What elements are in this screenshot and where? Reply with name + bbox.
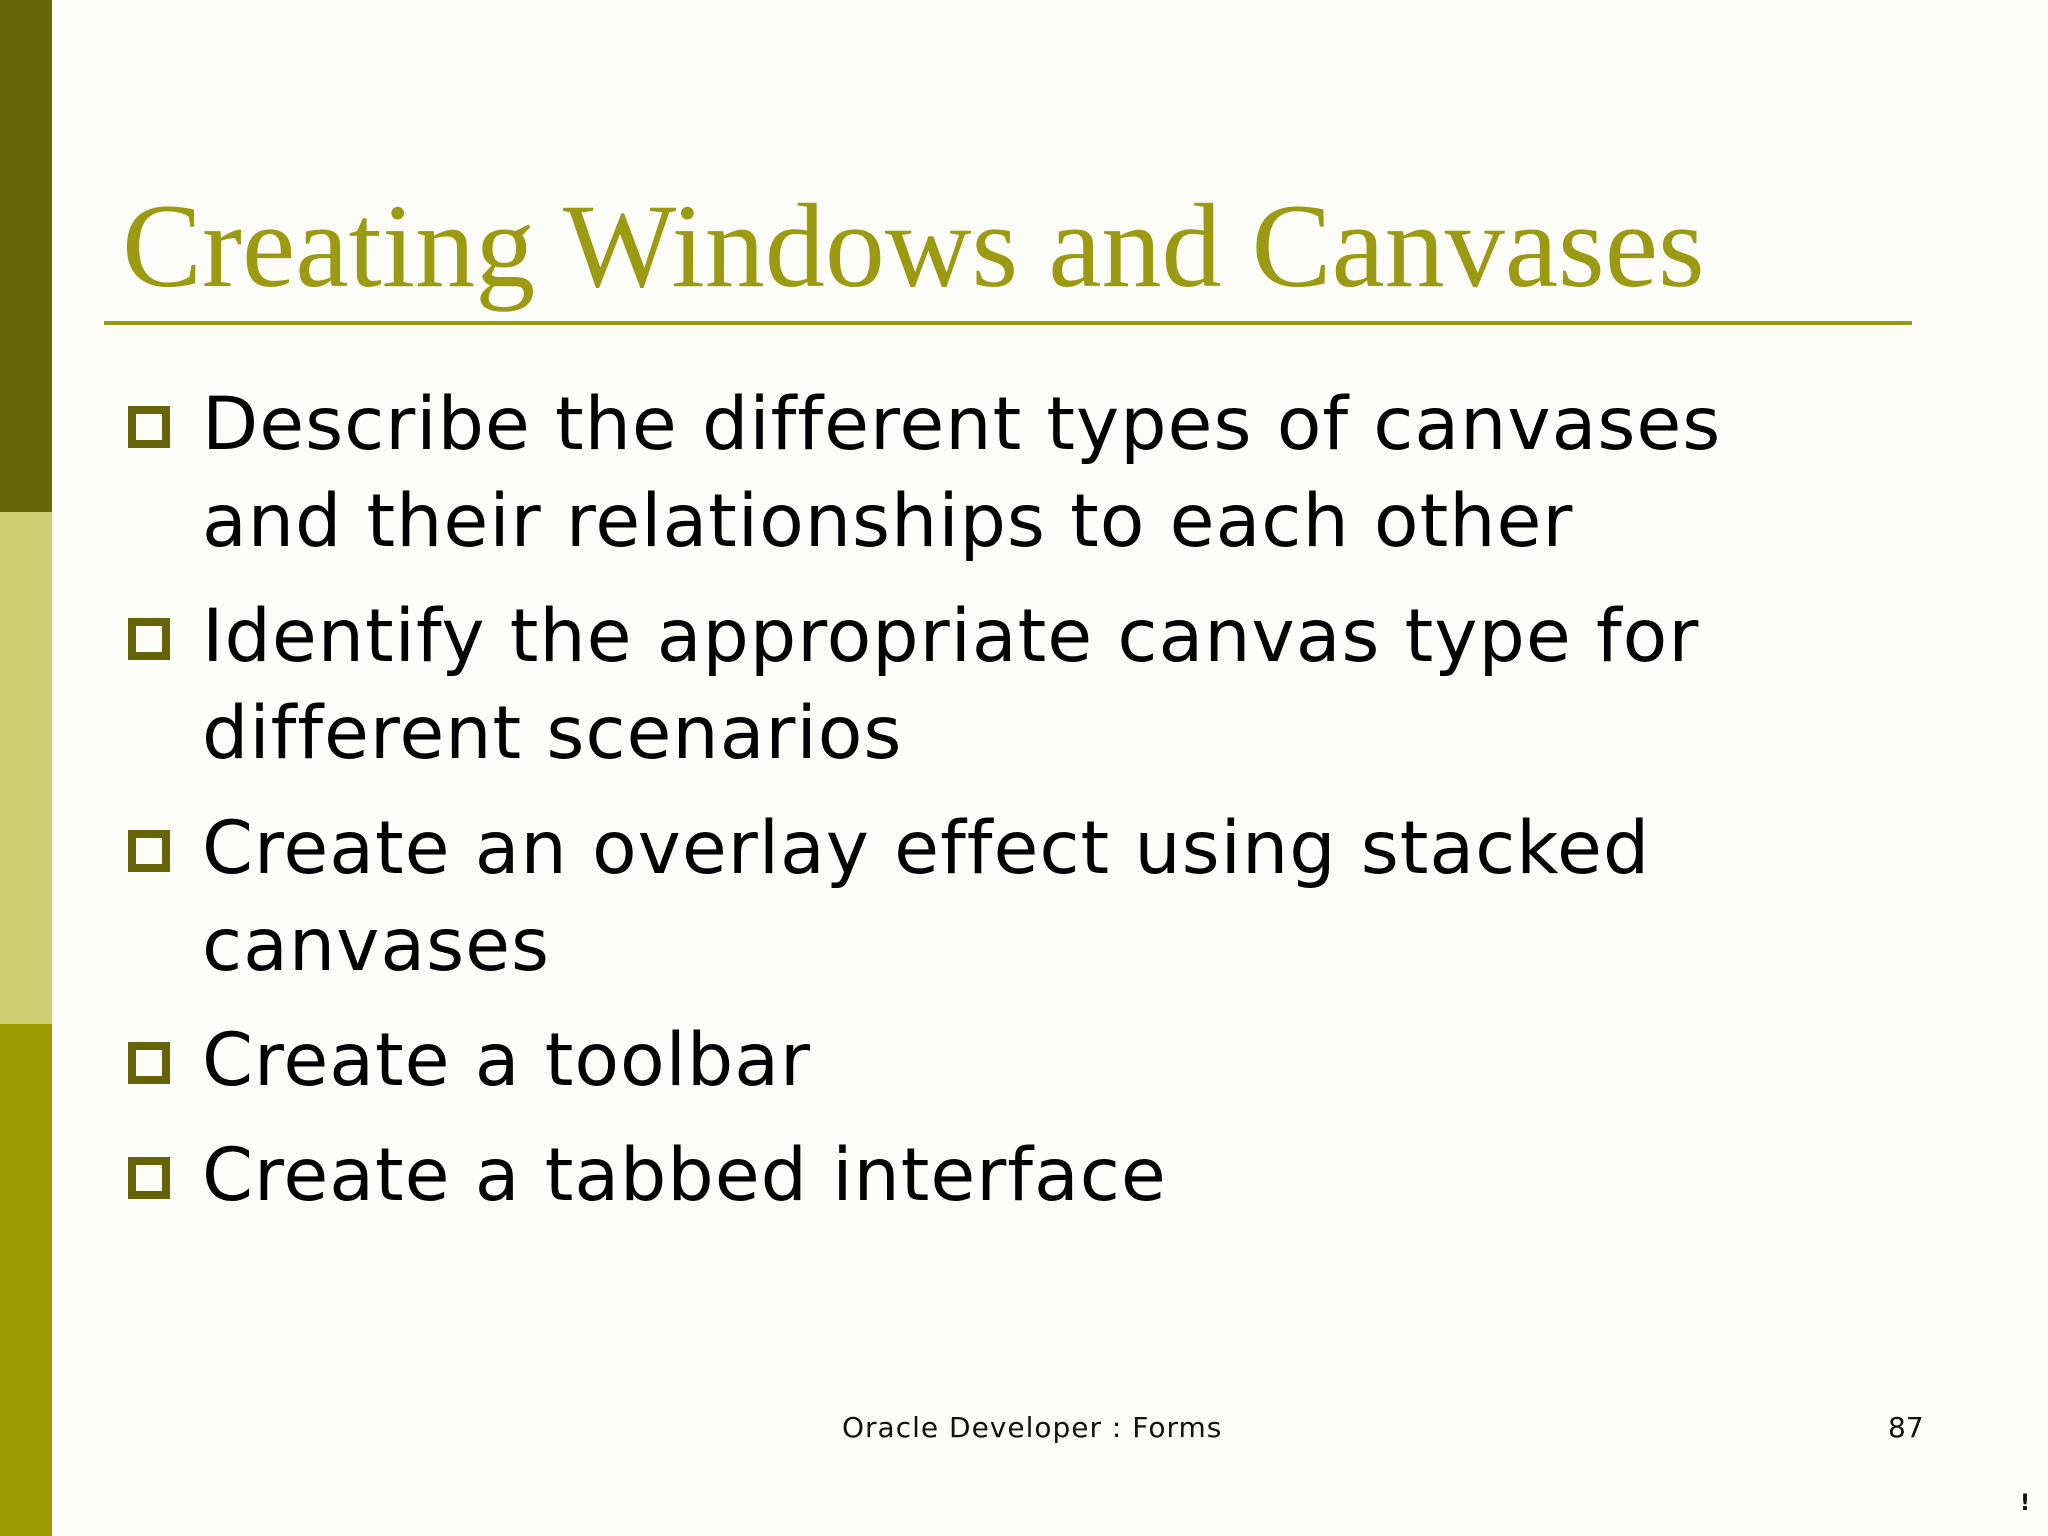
slide-title: Creating Windows and Canvases <box>122 179 1705 312</box>
bullet-text-line: Identify the appropriate canvas type for <box>202 594 1700 679</box>
bullet-text-line: and their relationships to each other <box>202 479 1574 564</box>
bullet-text-line: Create an overlay effect using stacked <box>202 806 1651 891</box>
side-accent-bar <box>0 0 52 1536</box>
bullet-item <box>128 1127 1928 1224</box>
bullet-text-line: Create a tabbed interface <box>202 1133 1167 1218</box>
square-bullet-icon <box>128 406 170 448</box>
side-bar-bottom-segment <box>0 1024 52 1536</box>
bullet-item <box>128 588 1928 782</box>
bullet-text-line: Describe the different types of canvases <box>202 382 1722 467</box>
square-bullet-icon <box>128 830 170 872</box>
side-bar-top-segment <box>0 0 52 512</box>
bullet-text-line: Create a toolbar <box>202 1018 812 1103</box>
square-bullet-icon <box>128 1157 170 1199</box>
title-underline <box>104 321 1912 325</box>
bullet-text-line: different scenarios <box>202 691 903 776</box>
bullet-list <box>128 376 1928 1242</box>
footer-course-title: Oracle Developer : Forms <box>842 1411 1223 1444</box>
bullet-item <box>128 1012 1928 1109</box>
bullet-item <box>128 376 1928 570</box>
bullet-text-line: canvases <box>202 903 551 988</box>
corner-mark: ! <box>2020 1491 2031 1516</box>
page-number: 87 <box>1888 1411 1924 1444</box>
side-bar-middle-segment <box>0 512 52 1024</box>
square-bullet-icon <box>128 618 170 660</box>
bullet-item <box>128 800 1928 994</box>
square-bullet-icon <box>128 1042 170 1084</box>
